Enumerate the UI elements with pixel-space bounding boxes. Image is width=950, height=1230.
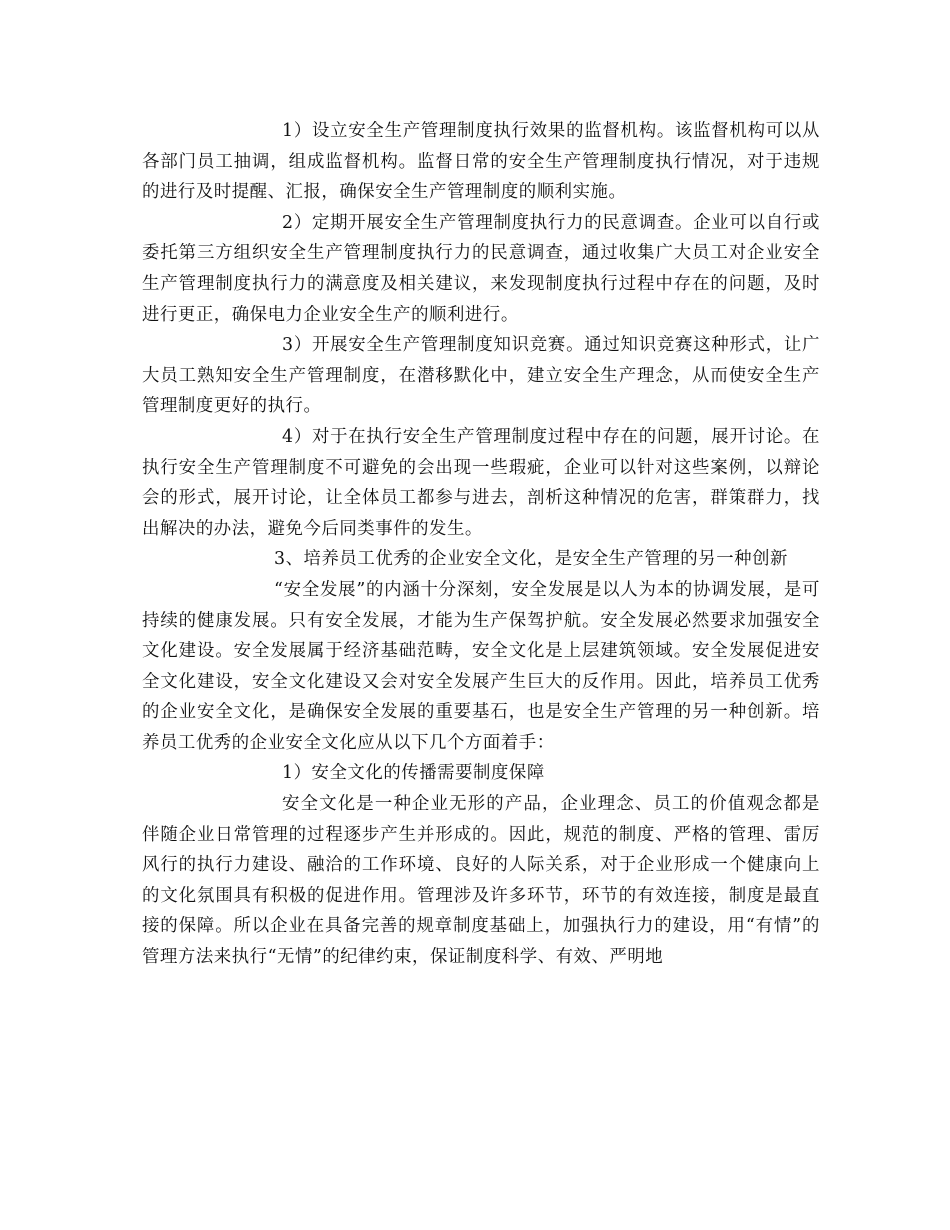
section-heading-safety-culture: 3、培养员工优秀的企业安全文化，是安全生产管理的另一种创新: [274, 549, 788, 570]
paragraph-intangible-product: 安全文化是一种企业无形的产品，企业理念、员工的价值观念都是伴随企业日常管理的过程逐步产生并形成的。因此，规范的制度、严格的管理、雷厉风行的执行力建设、融洽的工作环境、良好的人际关系，对于企业形成一个健康向上的文化氛围具有积极的促进作用。管理涉及许多环节，环节的有效连接，制度是最直接的保障。所以企业在具备完善的规章制度基础上，加强执行力的建设，用“有情”的管理方法来执行“无情”的纪律约束，保证制度科学、有效、严明地: [142, 794, 820, 968]
subheading-culture-system-guarantee: 1）安全文化的传播需要制度保障: [282, 763, 545, 784]
paragraph-problem-discussion: 4）对于在执行安全生产管理制度过程中存在的问题，展开讨论。在执行安全生产管理制度不可避免的会出现一些瑕疵，企业可以针对这些案例，以辩论会的形式，展开讨论，让全体员工都参与进去，剖析这种情况的危害，群策群力，找出解决的办法，避免今后同类事件的发生。: [142, 426, 820, 539]
paragraph-knowledge-contest: 3）开展安全生产管理制度知识竞赛。通过知识竞赛这种形式，让广大员工熟知安全生产管理制度，在潜移默化中，建立安全生产理念，从而使安全生产管理制度更好的执行。: [142, 335, 820, 417]
document-body: [142, 116, 820, 973]
paragraph-supervision-body: 1）设立安全生产管理制度执行效果的监督机构。该监督机构可以从各部门员工抽调，组成监督机构。监督日常的安全生产管理制度执行情况，对于违规的进行及时提醒、汇报，确保安全生产管理制度的顺利实施。: [142, 121, 820, 203]
paragraph-opinion-survey: 2）定期开展安全生产管理制度执行力的民意调查。企业可以自行或委托第三方组织安全生产管理制度执行力的民意调查，通过收集广大员工对企业安全生产管理制度执行力的满意度及相关建议，来发现制度执行过程中存在的问题，及时进行更正，确保电力企业安全生产的顺利进行。: [142, 212, 820, 325]
paragraph-safety-development: “安全发展”的内涵十分深刻，安全发展是以人为本的协调发展，是可持续的健康发展。只有安全发展，才能为生产保驾护航。安全发展必然要求加强安全文化建设。安全发展属于经济基础范畴，安全文化是上层建筑领域。安全发展促进安全文化建设，安全文化建设又会对安全发展产生巨大的反作用。因此，培养员工优秀的企业安全文化，是确保安全发展的重要基石，也是安全生产管理的另一种创新。培养员工优秀的企业安全文化应从以下几个方面着手：: [142, 579, 820, 753]
